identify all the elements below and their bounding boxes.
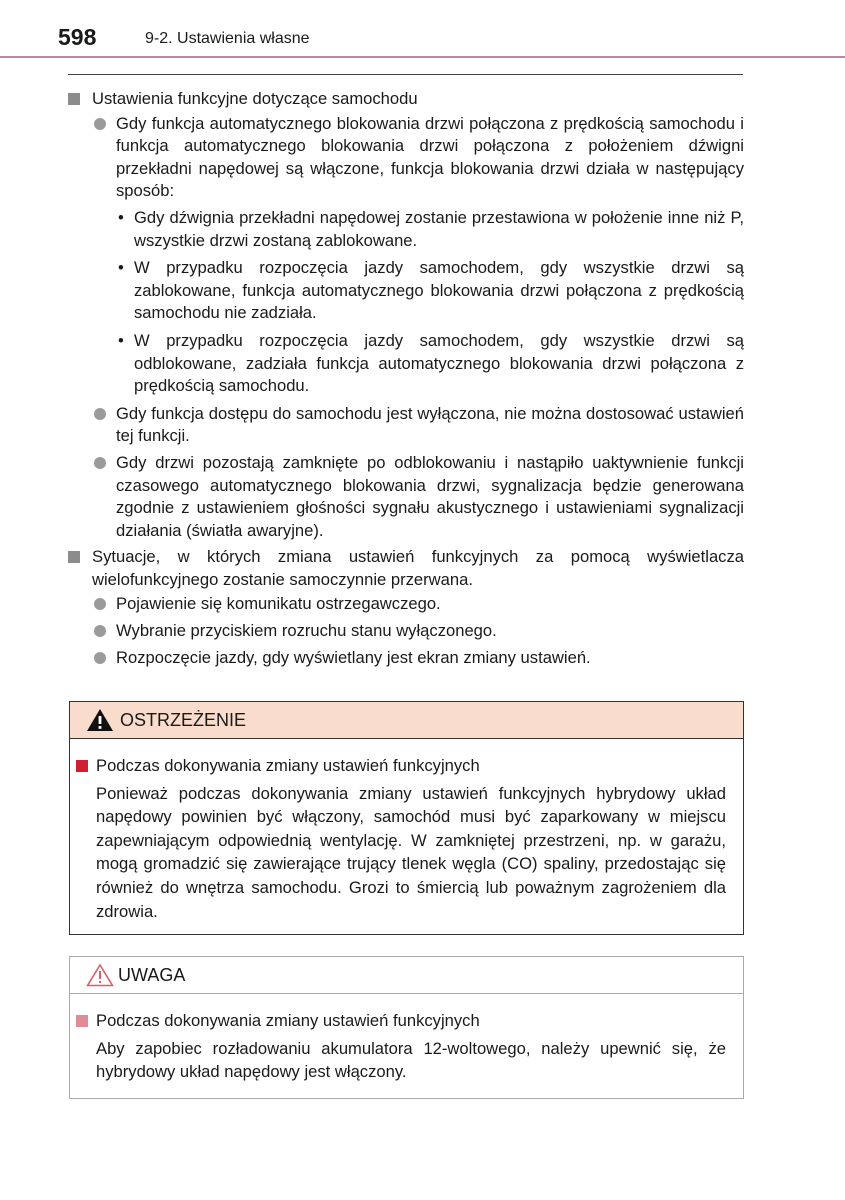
circle-bullet-icon (94, 625, 106, 637)
section-heading: Ustawienia funkcyjne dotyczące samochodu (68, 88, 744, 111)
list-item: Wybranie przyciskiem rozruchu stanu wyłączonego. (68, 620, 744, 643)
page-number: 598 (58, 24, 97, 50)
caution-heading: Podczas dokonywania zmiany ustawień funkcyjnych (76, 1009, 726, 1033)
circle-bullet-icon (94, 598, 106, 610)
sub-list-item: • W przypadku rozpoczęcia jazdy samochodem, gdy wszystkie drzwi są odblokowane, zadziała funkcja automatycznego blokowania drzwi połączona z prędkością samochodu. (118, 330, 744, 396)
sub-list-item: • Gdy dźwignia przekładni napędowej zostanie przestawiona w położenie inne niż P, wszystkie drzwi zostaną zablokowane. (118, 207, 744, 250)
section-vehicle-settings (68, 88, 744, 542)
section-auto-cancel (68, 546, 744, 669)
warning-box (69, 701, 744, 935)
warning-header (70, 702, 743, 739)
circle-bullet-icon (94, 118, 106, 130)
caution-content (76, 1009, 726, 1084)
circle-bullet-icon (94, 408, 106, 420)
warning-triangle-icon (86, 708, 114, 737)
list-item: Gdy funkcja dostępu do samochodu jest wyłączona, nie można dostosować ustawień tej funkcji. (68, 403, 744, 448)
list-item: Gdy drzwi pozostają zamknięte po odblokowaniu i nastąpiło uaktywnienie funkcji czasowego automatycznego blokowania drzwi, sygnalizacja będzie generowana zgodnie z ustawieniem głośności sygnału akustycznego i ustawieniami sygnalizacji działania (światła awaryjne). (68, 452, 744, 542)
caution-body: Aby zapobiec rozładowaniu akumulatora 12-woltowego, należy upewnić się, że hybrydowy układ napędowy jest włączony. (96, 1038, 726, 1082)
square-bullet-icon (68, 93, 80, 105)
list-item: Gdy funkcja automatycznego blokowania drzwi połączona z prędkością samochodu i funkcja automatycznego blokowania drzwi połączona z położeniem dźwigni przekładni napędowej są włączone, funkcja blokowania drzwi działa w następujący sposób: (68, 113, 744, 203)
square-bullet-icon (68, 551, 80, 563)
header-divider (68, 74, 743, 75)
caution-header (70, 957, 743, 994)
warning-heading: Podczas dokonywania zmiany ustawień funkcyjnych (76, 754, 726, 778)
dot-bullet-icon: • (118, 258, 124, 278)
caution-triangle-icon (86, 963, 114, 992)
circle-bullet-icon (94, 652, 106, 664)
section-title: 9-2. Ustawienia własne (145, 30, 310, 47)
section-heading: Sytuacje, w których zmiana ustawień funkcyjnych za pomocą wyświetlacza wielofunkcyjnego zostanie samoczynnie przerwana. (68, 546, 744, 591)
list-item: Rozpoczęcie jazdy, gdy wyświetlany jest ekran zmiany ustawień. (68, 647, 744, 670)
sub-list-item: • W przypadku rozpoczęcia jazdy samochodem, gdy wszystkie drzwi są zablokowane, funkcja automatycznego blokowania drzwi połączona z prędkością samochodu nie zadziała. (118, 258, 744, 323)
caution-box (69, 956, 744, 1099)
pink-square-icon (76, 1015, 88, 1027)
warning-title: OSTRZEŻENIE (120, 710, 247, 730)
caution-title: UWAGA (118, 965, 186, 985)
warning-body: Ponieważ podczas dokonywania zmiany ustawień funkcyjnych hybrydowy układ napędowy powinien być włączony, samochód musi być zaparkowany w miejscu zapewniającym odpowiednią wentylację. W zamkniętej przestrzeni, np. w garażu, mogą gromadzić się zawierające trujący tlenek węgla (CO) spaliny, przedostając się również do wnętrza samochodu. Grozi to śmiercią lub poważnym zagrożeniem dla zdrowia. (96, 783, 726, 921)
dot-bullet-icon: • (118, 330, 124, 350)
list-item: Pojawienie się komunikatu ostrzegawczego. (68, 593, 744, 616)
dot-bullet-icon: • (118, 207, 124, 227)
header-rule (0, 56, 845, 58)
main-content (68, 88, 744, 673)
warning-content (76, 754, 726, 923)
circle-bullet-icon (94, 457, 106, 469)
red-square-icon (76, 760, 88, 772)
